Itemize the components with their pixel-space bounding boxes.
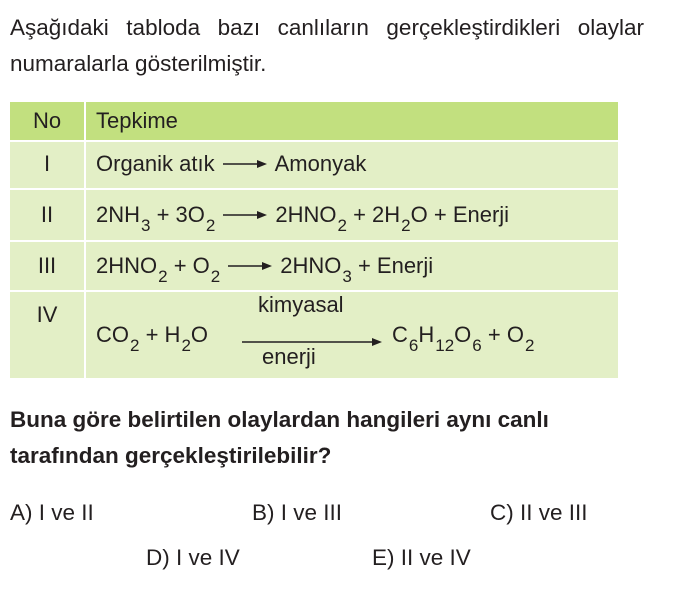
reactants (96, 253, 221, 286)
option-text: I ve III (280, 500, 343, 525)
arrow-right-icon (228, 260, 272, 272)
option-d[interactable] (146, 545, 240, 571)
formula-text: H (418, 322, 435, 347)
reactants (96, 202, 216, 235)
formula-text: CO (96, 322, 129, 347)
option-e[interactable] (372, 545, 471, 571)
option-a[interactable] (10, 500, 94, 526)
formula-text: 2NH (96, 202, 141, 227)
products (275, 202, 510, 235)
formula-text: + 3O (150, 202, 205, 227)
subscript: 2 (130, 336, 140, 355)
formula-text: Amonyak (274, 151, 367, 176)
reactants-iv (96, 322, 209, 355)
arrow-right-icon (223, 209, 267, 221)
header-reaction: Tepkime (96, 108, 178, 133)
option-text: I ve IV (176, 545, 240, 570)
formula-text: + O (481, 322, 524, 347)
option-b[interactable] (252, 500, 342, 526)
option-letter: E) (372, 545, 395, 570)
subscript: 2 (181, 336, 191, 355)
products-iv (392, 322, 535, 355)
formula-text: + Enerji (351, 253, 434, 278)
option-text: II ve IV (400, 545, 471, 570)
formula-text: + 2H (346, 202, 401, 227)
row-number: IV (36, 302, 58, 327)
question-text: Buna göre belirtilen olaylardan hangileri aynı canlı tarafından gerçekleştirilebilir? (10, 407, 549, 468)
row-number: II (40, 202, 54, 227)
products (275, 151, 367, 177)
column-divider (84, 102, 86, 378)
subscript: 3 (141, 216, 151, 235)
table-row (10, 140, 618, 190)
subscript: 2 (158, 267, 168, 286)
table-row (10, 290, 618, 380)
formula-text: + H (139, 322, 181, 347)
formula-text: Organik atık (96, 151, 215, 176)
reaction-condition (242, 292, 382, 380)
option-text: I ve II (38, 500, 94, 525)
reaction-formula (96, 253, 434, 286)
option-letter: B) (252, 500, 275, 525)
subscript: 12 (435, 336, 455, 355)
subscript: 2 (401, 216, 411, 235)
reaction-table (10, 102, 618, 378)
subscript: 2 (337, 216, 347, 235)
reaction-formula (96, 202, 510, 235)
subscript: 2 (524, 336, 535, 355)
products (392, 322, 535, 355)
formula-text: + O (167, 253, 210, 278)
subscript: 3 (342, 267, 352, 286)
formula-text: 2HNO (275, 202, 337, 227)
formula-text: O + Enerji (410, 202, 510, 227)
option-letter: D) (146, 545, 170, 570)
reaction-formula (96, 151, 366, 177)
subscript: 2 (205, 216, 216, 235)
header-no: No (32, 108, 62, 133)
table-row (10, 188, 618, 242)
row-number: III (37, 253, 57, 278)
question-intro: Aşağıdaki tabloda bazı canlıların gerçekleştirdikleri olaylar numaralarla gösterilmiştir. (10, 15, 644, 76)
formula-text: C (392, 322, 408, 347)
subscript: 2 (210, 267, 221, 286)
reactants (96, 322, 209, 355)
condition-bottom-label: enerji (262, 344, 316, 369)
option-letter: A) (10, 500, 33, 525)
option-c[interactable] (490, 500, 588, 526)
arrow-right-icon (242, 328, 382, 340)
table-row (10, 240, 618, 292)
arrow-right-icon (223, 158, 267, 170)
option-text: II ve III (520, 500, 588, 525)
formula-text: 2HNO (280, 253, 342, 278)
subscript: 6 (408, 336, 419, 355)
table-header-row (10, 102, 618, 140)
formula-text: O (190, 322, 209, 347)
formula-text: O (454, 322, 472, 347)
row-number: I (43, 151, 51, 176)
option-letter: C) (490, 500, 514, 525)
reactants (96, 151, 215, 177)
formula-text: 2HNO (96, 253, 158, 278)
products (280, 253, 434, 286)
subscript: 6 (472, 336, 482, 355)
condition-top-label: kimyasal (258, 292, 344, 317)
